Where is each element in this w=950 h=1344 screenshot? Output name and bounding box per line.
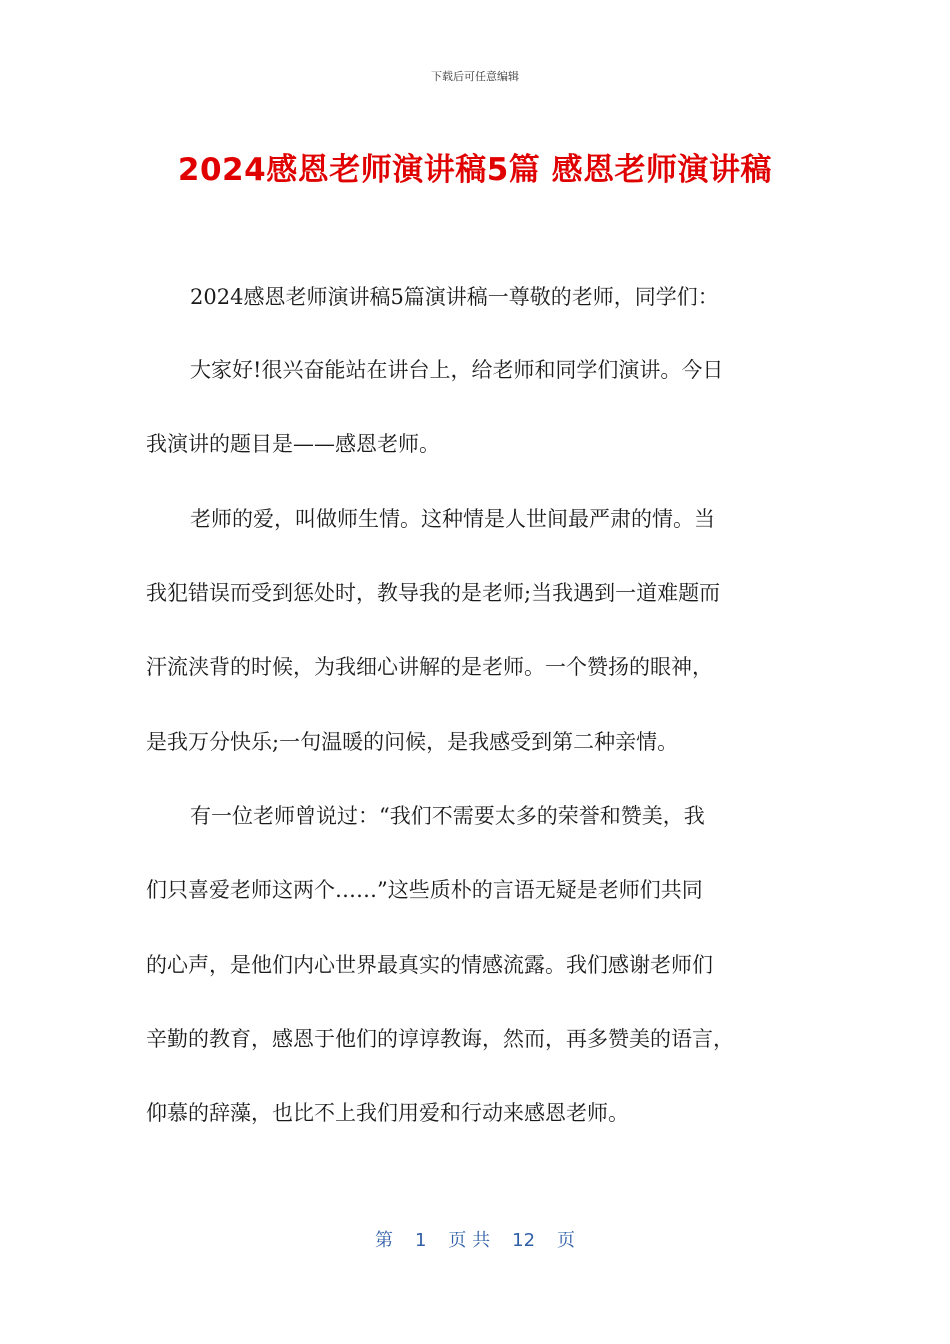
footer-suffix: 页	[557, 1230, 576, 1251]
paragraph-line: 2024感恩老师演讲稿5篇演讲稿一尊敬的老师，同学们：	[190, 285, 719, 309]
paragraph-line: 有一位老师曾说过：“我们不需要太多的荣誉和赞美，我	[190, 804, 705, 828]
paragraph-line: 汗流浃背的时候，为我细心讲解的是老师。一个赞扬的眼神，	[146, 655, 713, 679]
footer-middle: 页 共	[448, 1230, 491, 1251]
paragraph-line: 们只喜爱老师这两个……”这些质朴的言语无疑是老师们共同	[146, 878, 703, 902]
document-title: 2024感恩老师演讲稿5篇 感恩老师演讲稿	[177, 152, 773, 188]
paragraph-line: 是我万分快乐;一句温暖的问候，是我感受到第二种亲情。	[146, 730, 679, 754]
paragraph-line: 我犯错误而受到惩处时，教导我的是老师;当我遇到一道难题而	[146, 581, 721, 605]
footer-total-pages: 12	[512, 1230, 536, 1251]
paragraph-line: 仰慕的辞藻，也比不上我们用爱和行动来感恩老师。	[146, 1101, 629, 1125]
page-footer	[0, 1226, 950, 1252]
paragraph-line: 的心声，是他们内心世界最真实的情感流露。我们感谢老师们	[146, 953, 713, 977]
paragraph-line: 辛勤的教育，感恩于他们的谆谆教诲，然而，再多赞美的语言，	[146, 1027, 734, 1051]
paragraph-line: 我演讲的题目是——感恩老师。	[146, 432, 440, 456]
paragraph-line: 老师的爱，叫做师生情。这种情是人世间最严肃的情。当	[190, 507, 715, 531]
paragraph-line: 大家好!很兴奋能站在讲台上，给老师和同学们演讲。今日	[190, 358, 724, 382]
footer-prefix: 第	[374, 1230, 393, 1251]
header-note: 下载后可任意编辑	[431, 70, 519, 83]
footer-page-number: 1	[414, 1230, 427, 1251]
